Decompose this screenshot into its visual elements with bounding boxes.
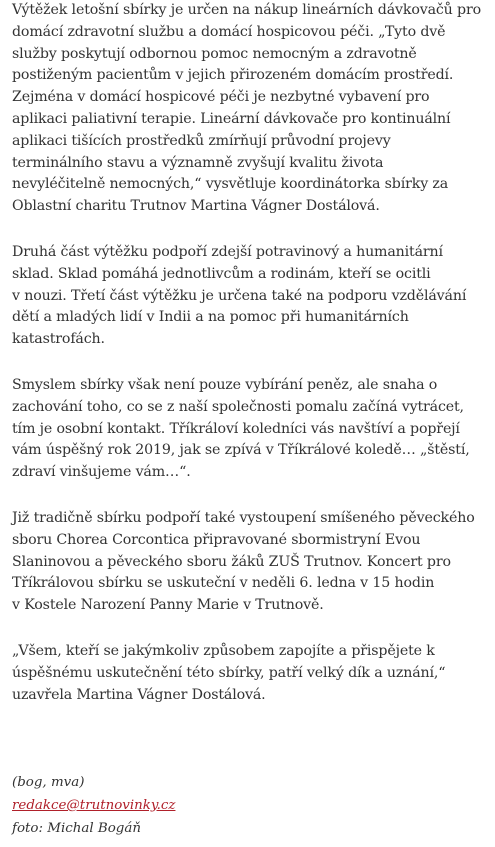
paragraph-1: Výtěžek letošní sbírky je určen na nákup lineárních dávkovačů pro domácí zdravotní službu a domácí hospicovou péči. „Tyto dvě služby poskytují odbornou pomoc nemocným a zdravotně postiženým pacientům v jejich přirozeném domácím prostředí. Zejména v domácí hospicové péči je nezbytné vybavení pro aplikaci paliativní terapie. Lineární dávkovače pro kontinuální aplikaci tišících prostředků zmírňují průvodní projevy terminálního stavu a významně zvyšují kvalitu života nevyléčitelně nemocných,“ vysvětluje koordinátorka sbírky za Oblastní charitu Trutnov Martina Vágner Dostálová. (12, 2, 481, 215)
email-line (12, 794, 175, 817)
paragraph-3: Smyslem sbírky však není pouze vybírání peněz, ale snaha o zachování toho, co se z naší společnosti pomalu začíná vytrácet, tím je osobní kontakt. Tříkráloví koledníci vás navštíví a popřejí vám úspěšný rok 2019, jak se zpívá v Tříkrálové koledě… „štěstí, zdraví vinšujeme vám…“. (12, 376, 470, 481)
paragraph-5: „Všem, kteří se jakýmkoliv způsobem zapojíte a přispějete k úspěšnému uskutečnění této sbírky, patří velký dík a uznání,“ uzavřela Martina Vágner Dostálová. (12, 642, 446, 703)
paragraph-2: Druhá část výtěžku podpoří zdejší potravinový a humanitární sklad. Sklad pomáhá jednotlivcům a rodinám, kteří se ocitli v nouzi. Třetí část výtěžku je určena také na podporu vzdělávání dětí a mladých lidí v Indii a na pomoc při humanitárních katastrofách. (12, 243, 467, 348)
author-initials: (bog, mva) (12, 775, 85, 790)
email-link[interactable]: redakce@trutnovinky.cz (12, 798, 176, 813)
photo-credit: foto: Michal Bogáň (12, 821, 141, 836)
byline (12, 771, 175, 840)
paragraph-4: Již tradičně sbírku podpoří také vystoupení smíšeného pěveckého sboru Chorea Corcontica připravované sbormistryní Evou Slaninovou a pěveckého sboru žáků ZUŠ Trutnov. Koncert pro Tříkrálovou sbírku se uskuteční v neděli 6. ledna v 15 hodin v Kostele Narození Panny Marie v Trutnově. (12, 509, 475, 614)
article-body (12, 0, 490, 706)
